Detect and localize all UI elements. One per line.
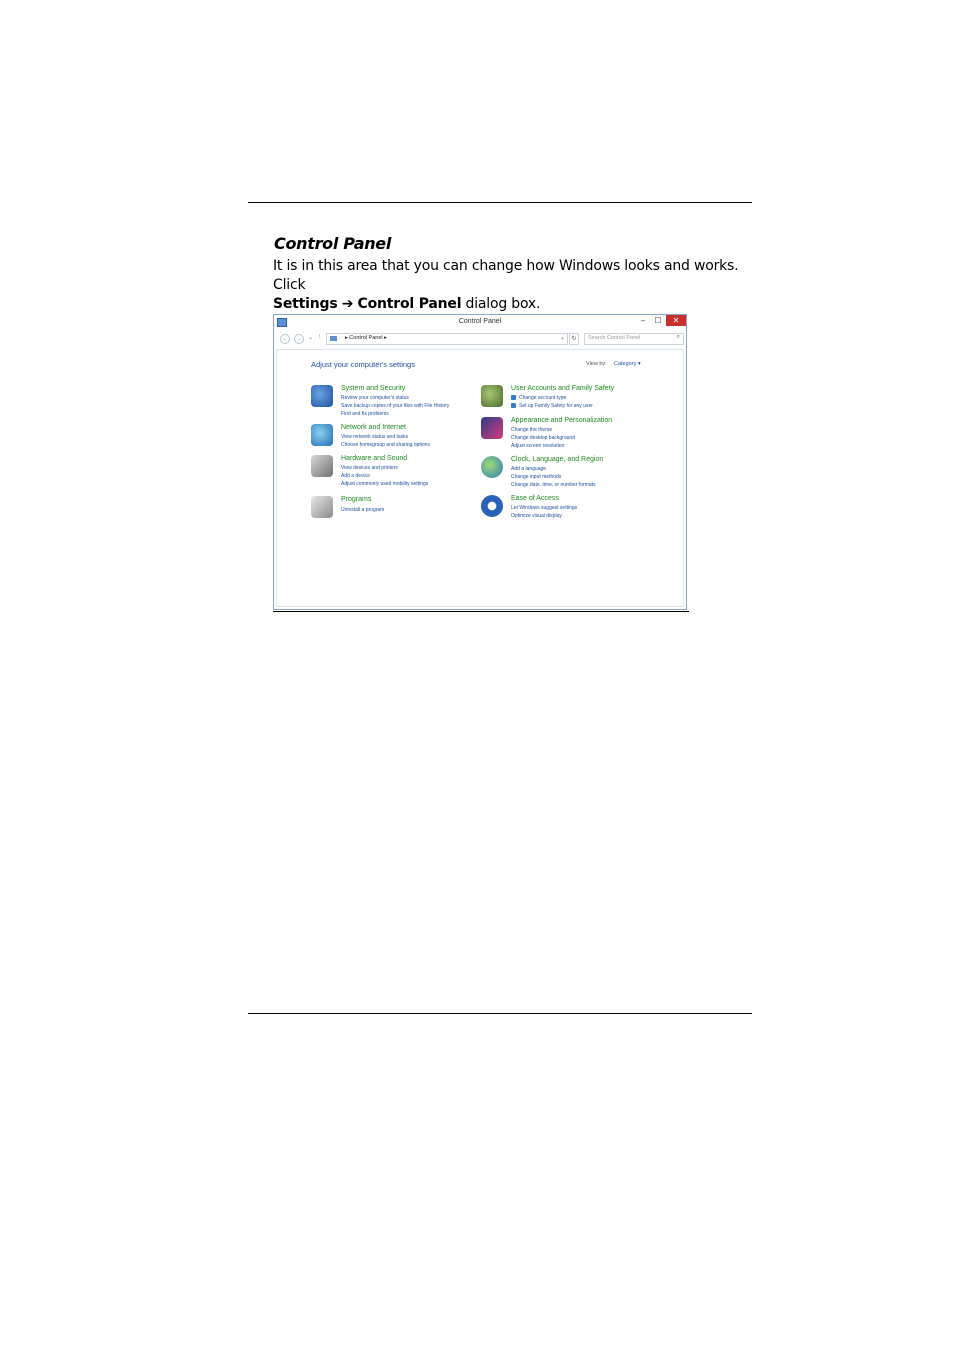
header-rule bbox=[248, 202, 752, 203]
title-bar bbox=[274, 315, 686, 329]
category-title[interactable]: Programs bbox=[341, 496, 372, 503]
close-button[interactable]: ✕ bbox=[666, 315, 686, 326]
footer-rule bbox=[248, 1013, 752, 1014]
globe-network-icon bbox=[311, 424, 333, 446]
category-link[interactable]: Change desktop background bbox=[511, 435, 575, 441]
section-paragraph bbox=[273, 257, 753, 314]
address-bar[interactable] bbox=[326, 333, 568, 345]
search-placeholder: Search Control Panel bbox=[588, 335, 641, 341]
address-text: ▸ Control Panel ▸ bbox=[345, 335, 387, 341]
category-link[interactable]: Add a device bbox=[341, 473, 370, 479]
category-title[interactable]: User Accounts and Family Safety bbox=[511, 385, 615, 392]
refresh-icon[interactable]: ↻ bbox=[569, 333, 579, 345]
category-title[interactable]: Ease of Access bbox=[511, 495, 559, 502]
para-line1: It is in this area that you can change how Windows looks and works. Click bbox=[273, 258, 739, 293]
category-link[interactable]: Save backup copies of your files with File History bbox=[341, 403, 450, 409]
category-link[interactable]: Find and fix problems bbox=[341, 411, 389, 417]
category-title[interactable]: Network and Internet bbox=[341, 424, 406, 431]
category-link[interactable]: Set up Family Safety for any user bbox=[519, 403, 593, 409]
view-by-label: View by: bbox=[586, 361, 607, 367]
accessibility-icon bbox=[481, 495, 503, 517]
navigation-bar bbox=[278, 333, 682, 345]
content-area bbox=[276, 349, 684, 607]
shield-icon bbox=[511, 395, 516, 400]
category-title[interactable]: Hardware and Sound bbox=[341, 455, 408, 462]
category-link[interactable]: View devices and printers bbox=[341, 465, 398, 471]
back-icon[interactable]: ← bbox=[282, 336, 288, 342]
dialog-box-text: dialog box. bbox=[461, 296, 541, 312]
recent-locations-icon[interactable]: ⌄ bbox=[308, 335, 314, 341]
category-link[interactable]: Optimize visual display bbox=[511, 513, 562, 519]
shield-icon bbox=[511, 403, 516, 408]
search-input[interactable] bbox=[584, 333, 684, 345]
forward-icon[interactable]: → bbox=[296, 336, 302, 342]
arrow-glyph: ➔ bbox=[341, 296, 354, 312]
window-title: Control Panel bbox=[458, 318, 502, 325]
category-link[interactable]: Uninstall a program bbox=[341, 507, 385, 513]
category-link[interactable]: Add a language bbox=[511, 466, 547, 472]
view-by-dropdown[interactable]: Category ▾ bbox=[614, 361, 641, 367]
up-icon[interactable]: ↑ bbox=[318, 334, 321, 340]
category-link[interactable]: Choose homegroup and sharing options bbox=[341, 442, 430, 448]
chevron-down-icon[interactable]: ⌄ bbox=[559, 335, 565, 341]
category-link[interactable]: Review your computer's status bbox=[341, 395, 409, 401]
globe-clock-icon bbox=[481, 456, 503, 478]
minimize-button[interactable]: – bbox=[640, 316, 646, 325]
appearance-icon bbox=[481, 417, 503, 439]
search-icon[interactable]: ⌕ bbox=[676, 334, 680, 340]
category-link[interactable]: Change date, time, or number formats bbox=[511, 482, 596, 488]
category-title[interactable]: Clock, Language, and Region bbox=[511, 456, 604, 463]
category-link[interactable]: Adjust screen resolution bbox=[511, 443, 565, 449]
users-icon bbox=[481, 385, 503, 407]
maximize-button[interactable]: ☐ bbox=[654, 316, 662, 325]
category-link[interactable]: Change account type bbox=[519, 395, 567, 401]
section-heading: Control Panel bbox=[274, 234, 392, 253]
category-link[interactable]: Adjust commonly used mobility settings bbox=[341, 481, 429, 487]
figure-bottom-rule bbox=[273, 611, 689, 612]
category-link[interactable]: Change the theme bbox=[511, 427, 553, 433]
printer-icon bbox=[311, 455, 333, 477]
page-title: Adjust your computer's settings bbox=[311, 360, 415, 369]
programs-icon bbox=[311, 496, 333, 518]
control-panel-window bbox=[273, 314, 687, 610]
category-link[interactable]: Change input methods bbox=[511, 474, 562, 480]
address-control-panel-icon bbox=[330, 336, 337, 341]
category-title[interactable]: Appearance and Personalization bbox=[511, 417, 613, 424]
control-panel-term: Control Panel bbox=[357, 296, 462, 312]
category-link[interactable]: View network status and tasks bbox=[341, 434, 409, 440]
category-link[interactable]: Let Windows suggest settings bbox=[511, 505, 578, 511]
shield-icon bbox=[311, 385, 333, 407]
settings-term: Settings bbox=[273, 296, 338, 312]
category-title[interactable]: System and Security bbox=[341, 385, 406, 392]
